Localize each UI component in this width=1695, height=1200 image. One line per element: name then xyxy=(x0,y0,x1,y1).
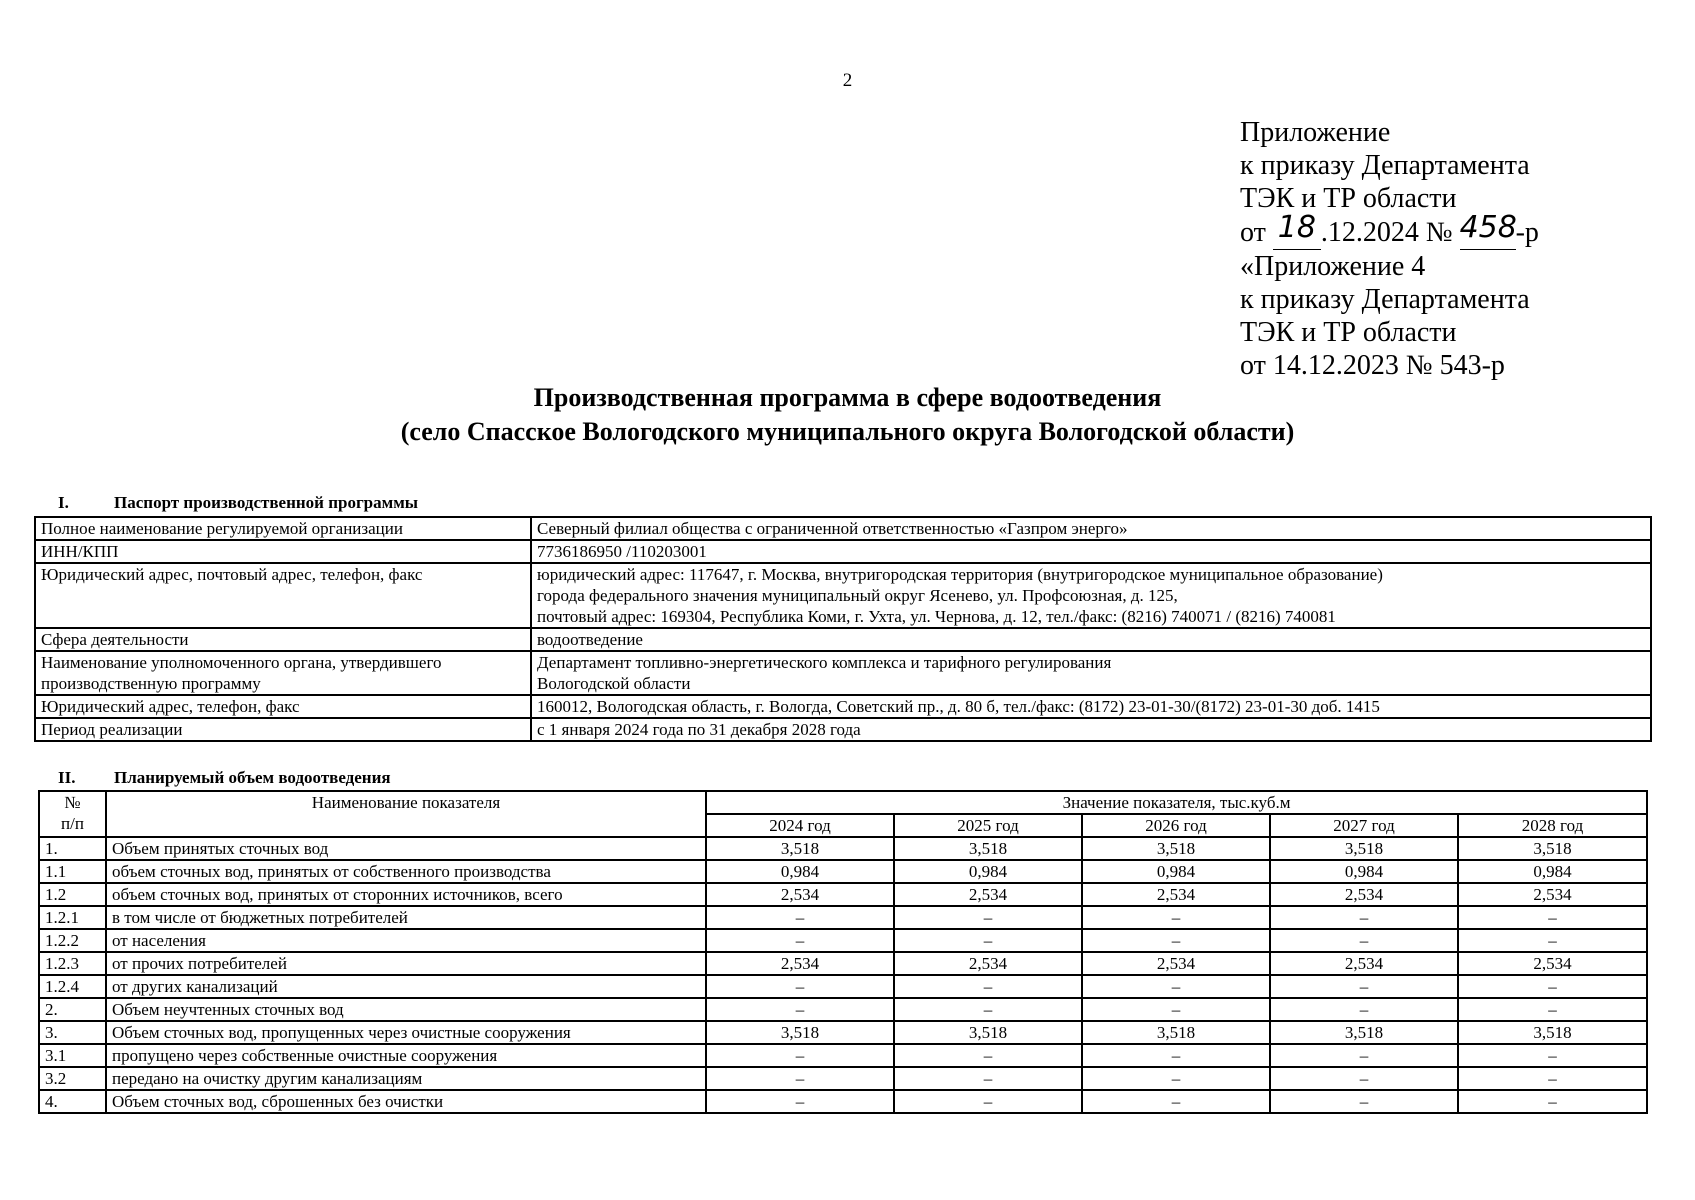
row-value: – xyxy=(1082,998,1270,1021)
appendix-line: к приказу Департамента xyxy=(1240,150,1530,181)
row-value: – xyxy=(1270,1090,1458,1113)
row-value: – xyxy=(706,906,894,929)
volume-row xyxy=(39,1067,1647,1090)
row-value: – xyxy=(894,1090,1082,1113)
row-indicator-name: объем сточных вод, принятых от сторонних источников, всего xyxy=(106,883,706,906)
row-value: 3,518 xyxy=(894,1021,1082,1044)
row-number: 1.1 xyxy=(39,860,106,883)
row-value: – xyxy=(1082,906,1270,929)
passport-row xyxy=(35,517,1651,540)
appendix-line: Приложение xyxy=(1240,117,1391,148)
passport-value-line: Департамент топливно-энергетического комплекса и тарифного регулирования xyxy=(537,653,1112,672)
row-number: 1.2.4 xyxy=(39,975,106,998)
row-value: 2,534 xyxy=(1458,952,1647,975)
section-1-number: I. xyxy=(58,493,69,512)
header-num xyxy=(39,791,106,837)
row-value: 3,518 xyxy=(1270,1021,1458,1044)
row-number: 1.2.2 xyxy=(39,929,106,952)
volume-row xyxy=(39,998,1647,1021)
row-value: 2,534 xyxy=(1458,883,1647,906)
passport-label xyxy=(35,651,531,695)
volume-row xyxy=(39,1044,1647,1067)
passport-label-line: Период реализации xyxy=(41,720,183,739)
passport-value-line: с 1 января 2024 года по 31 декабря 2028 года xyxy=(537,720,861,739)
row-indicator-name: Объем сточных вод, сброшенных без очистки xyxy=(106,1090,706,1113)
passport-label-line: Юридический адрес, почтовый адрес, телефон, факс xyxy=(41,565,423,584)
order-date-rest: .12.2024 № xyxy=(1320,217,1453,248)
passport-value xyxy=(531,540,1651,563)
row-value: – xyxy=(894,1044,1082,1067)
row-value: 3,518 xyxy=(1270,837,1458,860)
passport-label xyxy=(35,540,531,563)
row-number: 4. xyxy=(39,1090,106,1113)
row-value: 2,534 xyxy=(894,952,1082,975)
passport-label xyxy=(35,628,531,651)
header-year: 2027 год xyxy=(1270,814,1458,837)
passport-label-line: ИНН/КПП xyxy=(41,542,119,561)
header-indicator-name: Наименование показателя xyxy=(106,791,706,837)
row-value: – xyxy=(894,975,1082,998)
row-value: – xyxy=(894,906,1082,929)
row-number: 3.1 xyxy=(39,1044,106,1067)
row-value: 2,534 xyxy=(1270,883,1458,906)
passport-value xyxy=(531,695,1651,718)
row-value: – xyxy=(1082,1044,1270,1067)
row-value: 0,984 xyxy=(1270,860,1458,883)
row-indicator-name: от прочих потребителей xyxy=(106,952,706,975)
passport-row xyxy=(35,628,1651,651)
header-year: 2025 год xyxy=(894,814,1082,837)
passport-label xyxy=(35,517,531,540)
row-indicator-name: Объем принятых сточных вод xyxy=(106,837,706,860)
row-value: – xyxy=(706,1090,894,1113)
row-value: – xyxy=(1270,1067,1458,1090)
row-value: – xyxy=(1082,1090,1270,1113)
passport-value-line: 160012, Вологодская область, г. Вологда, Советский пр., д. 80 б, тел./факс: (8172) 23-01-30/(8172) 23-01-30 доб. 1415 xyxy=(537,697,1380,716)
passport-value-line: юридический адрес: 117647, г. Москва, внутригородская территория (внутригородское муниципальное образование) xyxy=(537,565,1383,584)
row-value: – xyxy=(706,975,894,998)
row-value: – xyxy=(1458,1067,1647,1090)
row-value: – xyxy=(1270,929,1458,952)
row-indicator-name: объем сточных вод, принятых от собственного производства xyxy=(106,860,706,883)
section-1-heading xyxy=(38,493,418,513)
row-value: 3,518 xyxy=(1458,1021,1647,1044)
row-value: 3,518 xyxy=(706,837,894,860)
row-value: 3,518 xyxy=(894,837,1082,860)
row-value: – xyxy=(1458,998,1647,1021)
passport-value-line: Северный филиал общества с ограниченной ответственностью «Газпром энерго» xyxy=(537,519,1128,538)
document-title xyxy=(0,381,1695,449)
row-value: 2,534 xyxy=(706,952,894,975)
row-value: 0,984 xyxy=(1082,860,1270,883)
row-number: 3.2 xyxy=(39,1067,106,1090)
row-value: 3,518 xyxy=(1082,1021,1270,1044)
row-value: – xyxy=(1270,998,1458,1021)
volume-row xyxy=(39,906,1647,929)
passport-label-line: Наименование уполномоченного органа, утвердившего xyxy=(41,653,442,672)
order-day-handwritten: 18 xyxy=(1277,210,1316,245)
passport-label xyxy=(35,695,531,718)
passport-row xyxy=(35,563,1651,628)
row-value: 3,518 xyxy=(1082,837,1270,860)
passport-value xyxy=(531,718,1651,741)
passport-label xyxy=(35,563,531,628)
passport-value-line: водоотведение xyxy=(537,630,643,649)
appendix-block xyxy=(1240,116,1539,382)
row-value: 2,534 xyxy=(1270,952,1458,975)
passport-row xyxy=(35,651,1651,695)
section-2-heading xyxy=(38,768,391,788)
header-num-line-1: № xyxy=(64,793,81,812)
row-value: – xyxy=(1458,906,1647,929)
row-indicator-name: передано на очистку другим канализациям xyxy=(106,1067,706,1090)
passport-value xyxy=(531,628,1651,651)
appendix-line: к приказу Департамента xyxy=(1240,284,1530,315)
row-indicator-name: в том числе от бюджетных потребителей xyxy=(106,906,706,929)
row-value: – xyxy=(1270,975,1458,998)
row-value: 2,534 xyxy=(894,883,1082,906)
row-indicator-name: от других канализаций xyxy=(106,975,706,998)
row-value: 0,984 xyxy=(706,860,894,883)
volume-row xyxy=(39,1090,1647,1113)
header-num-line-2: п/п xyxy=(61,814,84,833)
passport-value-line: почтовый адрес: 169304, Республика Коми, г. Ухта, ул. Чернова, д. 12, тел./факс: (8216) 740071 / (8216) 740081 xyxy=(537,607,1336,626)
row-value: 0,984 xyxy=(894,860,1082,883)
passport-label-line: Полное наименование регулируемой организации xyxy=(41,519,403,538)
order-number-handwritten: 458 xyxy=(1459,210,1517,245)
row-value: – xyxy=(1458,1044,1647,1067)
passport-value xyxy=(531,563,1651,628)
passport-label-line: Юридический адрес, телефон, факс xyxy=(41,697,300,716)
row-value: – xyxy=(706,1067,894,1090)
row-value: – xyxy=(1270,906,1458,929)
order-day-field xyxy=(1273,210,1321,250)
order-prefix: от xyxy=(1240,217,1266,248)
row-value: – xyxy=(1082,929,1270,952)
passport-value-line: Вологодской области xyxy=(537,674,691,693)
passport-label-line: Сфера деятельности xyxy=(41,630,189,649)
order-suffix: -р xyxy=(1515,217,1539,248)
row-value: – xyxy=(706,998,894,1021)
volume-row xyxy=(39,975,1647,998)
row-value: – xyxy=(1082,975,1270,998)
passport-value xyxy=(531,651,1651,695)
row-value: – xyxy=(894,929,1082,952)
order-date-line xyxy=(1240,210,1539,250)
header-year: 2024 год xyxy=(706,814,894,837)
row-number: 1.2.1 xyxy=(39,906,106,929)
row-value: 2,534 xyxy=(1082,952,1270,975)
volume-row xyxy=(39,952,1647,975)
row-indicator-name: от населения xyxy=(106,929,706,952)
appendix-line: от 14.12.2023 № 543-р xyxy=(1240,350,1505,381)
passport-label-line: производственную программу xyxy=(41,674,261,693)
passport-row xyxy=(35,540,1651,563)
row-indicator-name: Объем неучтенных сточных вод xyxy=(106,998,706,1021)
row-value: – xyxy=(1082,1067,1270,1090)
row-value: – xyxy=(894,1067,1082,1090)
passport-value-line: 7736186950 /110203001 xyxy=(537,542,707,561)
volume-row xyxy=(39,860,1647,883)
row-number: 2. xyxy=(39,998,106,1021)
row-value: 2,534 xyxy=(1082,883,1270,906)
row-value: – xyxy=(1458,975,1647,998)
row-value: – xyxy=(706,929,894,952)
passport-row xyxy=(35,695,1651,718)
passport-label xyxy=(35,718,531,741)
appendix-line: «Приложение 4 xyxy=(1240,251,1426,282)
row-value: – xyxy=(1458,1090,1647,1113)
row-indicator-name: Объем сточных вод, пропущенных через очистные сооружения xyxy=(106,1021,706,1044)
row-value: 3,518 xyxy=(1458,837,1647,860)
row-value: – xyxy=(894,998,1082,1021)
section-1-title: Паспорт производственной программы xyxy=(114,493,419,512)
page-number: 2 xyxy=(842,70,853,91)
appendix-line: ТЭК и ТР области xyxy=(1240,317,1457,348)
header-year: 2028 год xyxy=(1458,814,1647,837)
section-2-title: Планируемый объем водоотведения xyxy=(114,768,391,787)
title-line-1: Производственная программа в сфере водоотведения xyxy=(533,383,1162,412)
row-value: 2,534 xyxy=(706,883,894,906)
passport-value xyxy=(531,517,1651,540)
title-line-2: (село Спасское Вологодского муниципального округа Вологодской области) xyxy=(400,417,1295,446)
header-year: 2026 год xyxy=(1082,814,1270,837)
passport-row xyxy=(35,718,1651,741)
section-2-number: II. xyxy=(58,768,76,787)
row-number: 1.2 xyxy=(39,883,106,906)
row-number: 3. xyxy=(39,1021,106,1044)
volume-row xyxy=(39,929,1647,952)
appendix-line: ТЭК и ТР области xyxy=(1240,183,1457,214)
row-indicator-name: пропущено через собственные очистные сооружения xyxy=(106,1044,706,1067)
volume-row xyxy=(39,883,1647,906)
row-value: – xyxy=(706,1044,894,1067)
row-value: 0,984 xyxy=(1458,860,1647,883)
passport-value-line: города федерального значения муниципальный округ Ясенево, ул. Профсоюзная, д. 125, xyxy=(537,586,1178,605)
row-value: – xyxy=(1458,929,1647,952)
order-number-field xyxy=(1459,210,1517,250)
row-value: 3,518 xyxy=(706,1021,894,1044)
volume-table xyxy=(38,790,1648,1114)
row-number: 1. xyxy=(39,837,106,860)
volume-row xyxy=(39,837,1647,860)
volume-row xyxy=(39,1021,1647,1044)
row-number: 1.2.3 xyxy=(39,952,106,975)
row-value: – xyxy=(1270,1044,1458,1067)
passport-table xyxy=(34,516,1652,742)
header-value-group: Значение показателя, тыс.куб.м xyxy=(706,791,1647,814)
